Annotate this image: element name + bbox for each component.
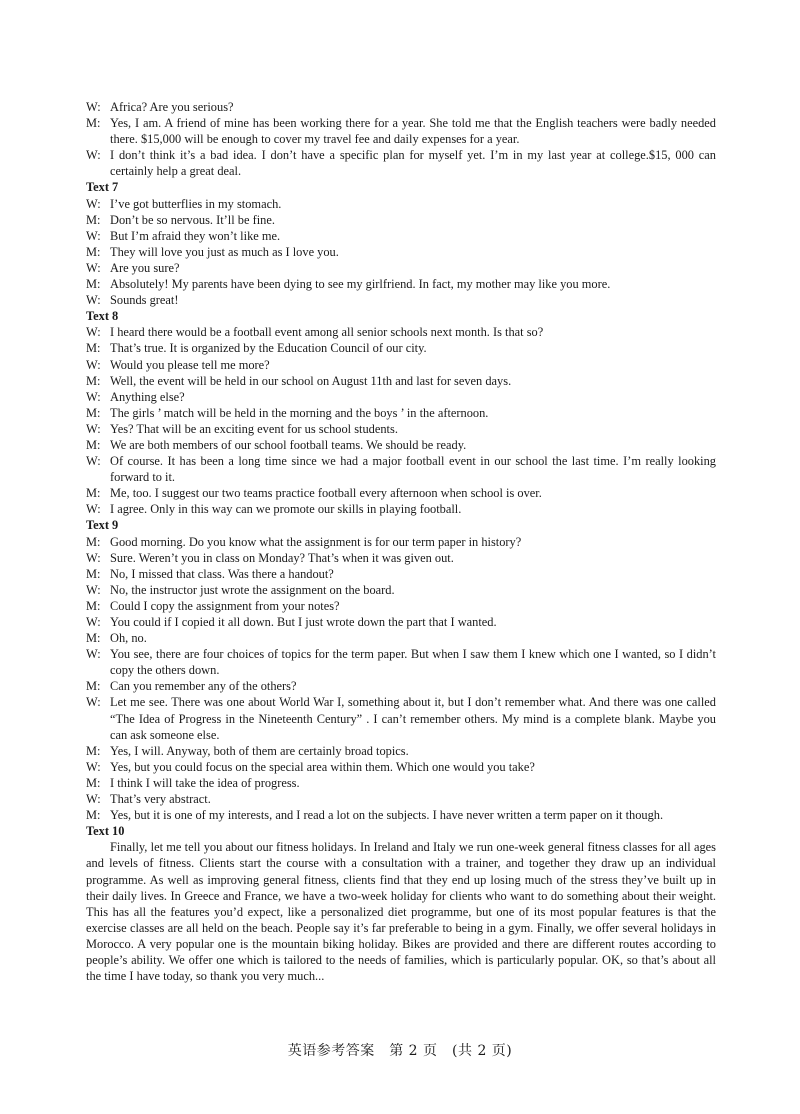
section-heading: Text 7 xyxy=(86,180,119,195)
dialogue-text: But I’m afraid they won’t like me. xyxy=(110,228,281,243)
speaker-label: W: xyxy=(86,647,101,662)
speaker-label: W: xyxy=(86,357,101,372)
dialogue-text: Sure. Weren’t you in class on Monday? That’s when it was given out. xyxy=(110,550,454,565)
speaker-label: W: xyxy=(86,582,101,597)
answer-key-page xyxy=(86,99,716,984)
speaker-label: W: xyxy=(86,759,101,774)
section-heading: Text 8 xyxy=(86,309,119,324)
dialogue-sections xyxy=(86,99,716,823)
dialogue-line xyxy=(86,292,716,308)
dialogue-text: I don’t think it’s a bad idea. I don’t have a specific plan for myself yet. I’m in my last year at college.$15, 000 can certainly help a great deal. xyxy=(110,148,716,179)
dialogue-line xyxy=(86,582,716,598)
dialogue-line xyxy=(86,228,716,244)
dialogue-text: You could if I copied it all down. But I just wrote down the part that I wanted. xyxy=(110,615,497,629)
dialogue-line xyxy=(86,501,716,517)
dialogue-text: Could I copy the assignment from your notes? xyxy=(110,598,340,613)
speaker-label: M: xyxy=(86,775,101,790)
speaker-label: M: xyxy=(86,277,101,292)
dialogue-text: I heard there would be a football event among all senior schools next month. Is that so? xyxy=(110,325,544,340)
speaker-label: M: xyxy=(86,534,101,549)
speaker-label: M: xyxy=(86,437,101,452)
speaker-label: W: xyxy=(86,550,101,565)
speaker-label: M: xyxy=(86,566,101,581)
dialogue-text: I think I will take the idea of progress. xyxy=(110,775,300,790)
dialogue-line xyxy=(86,405,716,421)
dialogue-line xyxy=(86,694,716,742)
dialogue-line xyxy=(86,534,716,550)
speaker-label: W: xyxy=(86,421,101,436)
speaker-label: W: xyxy=(86,100,101,114)
dialogue-text: I agree. Only in this way can we promote our skills in playing football. xyxy=(110,502,462,517)
speaker-label: M: xyxy=(86,341,101,356)
dialogue-line xyxy=(86,807,716,823)
speaker-label: M: xyxy=(86,373,101,388)
dialogue-line xyxy=(86,759,716,775)
speaker-label: M: xyxy=(86,679,101,694)
speaker-label: W: xyxy=(86,260,101,275)
speaker-label: W: xyxy=(86,454,101,469)
dialogue-line xyxy=(86,598,716,614)
dialogue-text: No, I missed that class. Was there a handout? xyxy=(110,566,334,581)
dialogue-line xyxy=(86,437,716,453)
dialogue-line xyxy=(86,340,716,356)
speaker-label: M: xyxy=(86,116,101,131)
dialogue-text: Would you please tell me more? xyxy=(110,357,270,372)
speaker-label: W: xyxy=(86,228,101,243)
section-heading: Text 9 xyxy=(86,518,119,533)
dialogue-text: Can you remember any of the others? xyxy=(110,679,297,694)
speaker-label: W: xyxy=(86,792,101,807)
dialogue-line xyxy=(86,276,716,292)
speaker-label: M: xyxy=(86,405,101,420)
dialogue-text: Don’t be so nervous. It’ll be fine. xyxy=(110,212,275,227)
dialogue-line xyxy=(86,485,716,501)
speaker-label: M: xyxy=(86,212,101,227)
dialogue-line xyxy=(86,357,716,373)
speaker-label: W: xyxy=(86,502,101,517)
dialogue-text: Yes, I will. Anyway, both of them are certainly broad topics. xyxy=(110,743,409,758)
dialogue-text: Well, the event will be held in our school on August 11th and last for seven days. xyxy=(110,373,512,388)
dialogue-text: Absolutely! My parents have been dying to see my girlfriend. In fact, my mother may like you more. xyxy=(110,277,611,292)
dialogue-text: Yes, I am. A friend of mine has been working there for a year. She told me that the English teachers were badly needed there. $15,000 will be enough to cover my travel fee and daily expenses for a year. xyxy=(110,116,716,147)
dialogue-line xyxy=(86,389,716,405)
dialogue-line xyxy=(86,550,716,566)
dialogue-text: Anything else? xyxy=(110,389,185,404)
dialogue-line xyxy=(86,775,716,791)
speaker-label: M: xyxy=(86,631,101,646)
dialogue-text: Me, too. I suggest our two teams practice football every afternoon when school is over. xyxy=(110,486,542,501)
speaker-label: W: xyxy=(86,615,101,629)
text10-paragraph: Finally, let me tell you about our fitness holidays. In Ireland and Italy we run one-week general fitness classes for all ages and levels of fitness. Clients start the course with a consultation with a trainer, and together they draw up an individual programme. As well as improving general fitness, clients find that they end up losing much of the stress they’ve built up in their daily lives. In Greece and France, we have a two-week holiday for clients who want to do something about their weight. This has all the features you’d expect, like a personalized diet programme, but one of its most popular features is that the exercise classes are all held on the beach. People say it’s far preferable to being in a gym. Finally, we offer several holidays in Morocco. A very popular one is the mountain biking holiday. Bikes are provided and there are different routes according to people’s ability. We offer one which is tailored to the needs of families, which is particularly popular. OK, so that’s about all the time I have today, so thank you very much... xyxy=(86,840,716,984)
speaker-label: M: xyxy=(86,598,101,613)
speaker-label: W: xyxy=(86,196,101,211)
dialogue-text: They will love you just as much as I love you. xyxy=(110,244,339,259)
dialogue-line xyxy=(86,743,716,759)
dialogue-line xyxy=(86,678,716,694)
dialogue-text: Yes? That will be an exciting event for us school students. xyxy=(110,421,398,436)
dialogue-line xyxy=(86,99,716,115)
dialogue-line xyxy=(86,244,716,260)
dialogue-text: Let me see. There was one about World War I, something about it, but I don’t remember what. And there was one called “The Idea of Progress in the Nineteenth Century” . I can’t remember others. My mind is a complete blank. Maybe you can ask someone else. xyxy=(110,695,716,742)
dialogue-text: Yes, but you could focus on the special area within them. Which one would you take? xyxy=(110,759,535,774)
speaker-label: W: xyxy=(86,325,101,340)
dialogue-text: You see, there are four choices of topics for the term paper. But when I saw them I knew which one I wanted, so I didn’t copy the others down. xyxy=(110,647,716,678)
dialogue-text: No, the instructor just wrote the assignment on the board. xyxy=(110,582,395,597)
dialogue-text: Oh, no. xyxy=(110,631,147,646)
speaker-label: M: xyxy=(86,486,101,501)
dialogue-line xyxy=(86,614,716,630)
speaker-label: W: xyxy=(86,389,101,404)
dialogue-line xyxy=(86,421,716,437)
dialogue-line xyxy=(86,260,716,276)
dialogue-text: Are you sure? xyxy=(110,260,180,275)
dialogue-text: The girls ’ match will be held in the morning and the boys ’ in the afternoon. xyxy=(110,405,489,420)
speaker-label: W: xyxy=(86,293,101,308)
speaker-label: W: xyxy=(86,148,101,163)
dialogue-text: Good morning. Do you know what the assignment is for our term paper in history? xyxy=(110,534,522,549)
dialogue-line xyxy=(86,791,716,807)
dialogue-line xyxy=(86,646,716,678)
dialogue-text: That’s true. It is organized by the Education Council of our city. xyxy=(110,341,427,356)
dialogue-text: Africa? Are you serious? xyxy=(110,100,234,114)
dialogue-text: I’ve got butterflies in my stomach. xyxy=(110,196,282,211)
dialogue-text: Yes, but it is one of my interests, and I read a lot on the subjects. I have never written a term paper on it though. xyxy=(110,808,664,823)
dialogue-line xyxy=(86,324,716,340)
speaker-label: M: xyxy=(86,808,101,823)
dialogue-line xyxy=(86,630,716,646)
dialogue-line xyxy=(86,115,716,147)
dialogue-text: We are both members of our school football teams. We should be ready. xyxy=(110,437,467,452)
dialogue-line xyxy=(86,147,716,179)
dialogue-line xyxy=(86,196,716,212)
text10-heading: Text 10 xyxy=(86,824,125,839)
dialogue-text: Of course. It has been a long time since we had a major football event in our school the last time. I’m really looking forward to it. xyxy=(110,454,716,485)
speaker-label: M: xyxy=(86,244,101,259)
dialogue-text: Sounds great! xyxy=(110,293,179,308)
dialogue-line xyxy=(86,566,716,582)
speaker-label: W: xyxy=(86,695,101,710)
speaker-label: M: xyxy=(86,743,101,758)
dialogue-text: That’s very abstract. xyxy=(110,792,211,807)
dialogue-line xyxy=(86,453,716,485)
dialogue-line xyxy=(86,373,716,389)
page-footer: 英语参考答案 第 2 页 (共 2 页) xyxy=(287,1043,513,1059)
dialogue-line xyxy=(86,212,716,228)
